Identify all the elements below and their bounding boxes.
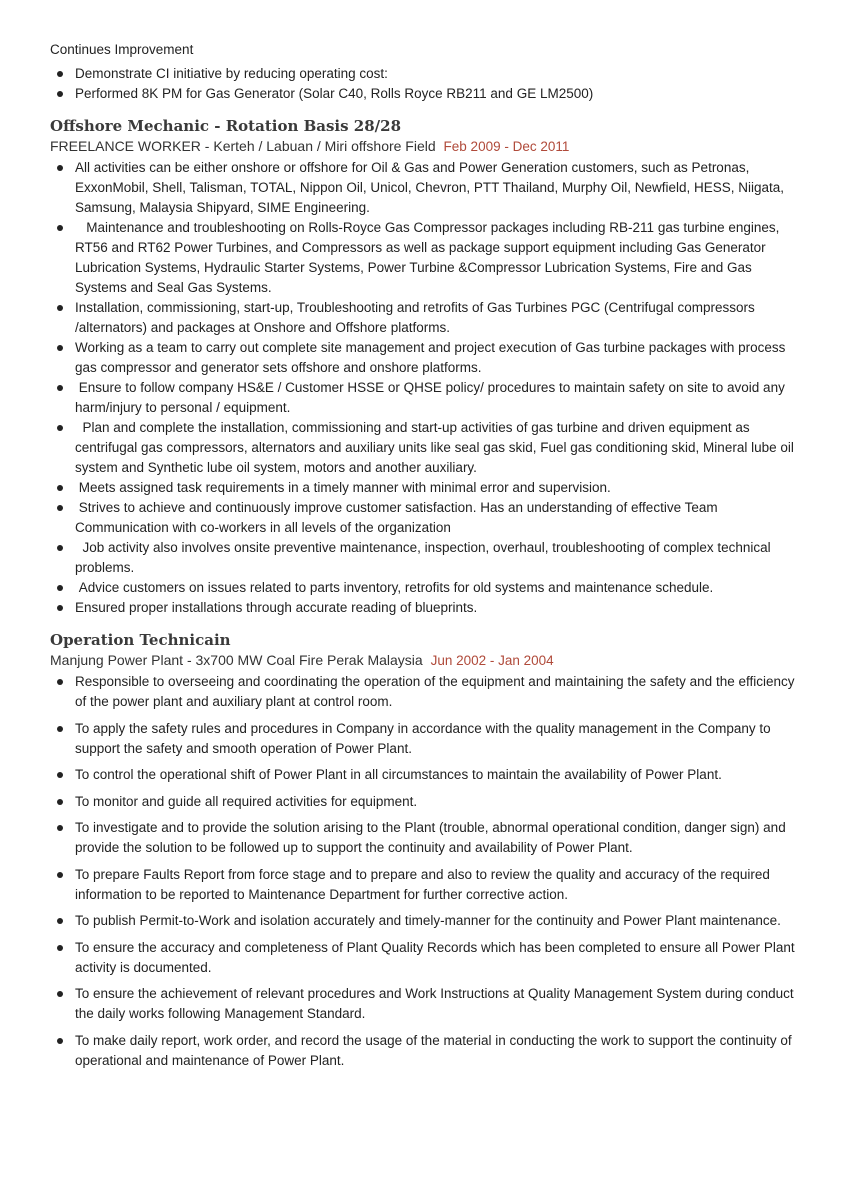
- list-item: Ensured proper installations through accurate reading of blueprints.: [75, 598, 795, 618]
- job-employer-line: [50, 650, 795, 671]
- job-employer-line: [50, 136, 795, 157]
- list-item: To control the operational shift of Power Plant in all circumstances to maintain the availability of Power Plant.: [75, 765, 795, 785]
- list-item: Responsible to overseeing and coordinating the operation of the equipment and maintaining the safety and the efficiency of the power plant and auxiliary plant at control room.: [75, 672, 795, 712]
- list-item: Working as a team to carry out complete site management and project execution of Gas turbine packages with process gas compressor and generator sets offshore and onshore platforms.: [75, 338, 795, 378]
- list-item: To make daily report, work order, and record the usage of the material in conducting the work to support the continuity of operational and maintenance of Power Plant.: [75, 1031, 795, 1071]
- list-item: Ensure to follow company HS&E / Customer HSSE or QHSE policy/ procedures to maintain safety on site to avoid any harm/injury to personal / equipment.: [75, 378, 795, 418]
- list-item: To prepare Faults Report from force stage and to prepare and also to review the quality and accuracy of the required information to be reported to Maintenance Department for further corrective action.: [75, 865, 795, 905]
- list-item: To apply the safety rules and procedures in Company in accordance with the quality management in the Company to support the safety and smooth operation of Power Plant.: [75, 719, 795, 759]
- job-duties-list: [50, 158, 795, 618]
- list-item: To ensure the achievement of relevant procedures and Work Instructions at Quality Management System during conduct the daily works following Management Standard.: [75, 984, 795, 1024]
- list-item: Strives to achieve and continuously improve customer satisfaction. Has an understanding of effective Team Communication with co-workers in all levels of the organization: [75, 498, 795, 538]
- job-duties-list: [50, 672, 795, 1071]
- list-item: To investigate and to provide the solution arising to the Plant (trouble, abnormal operational condition, danger sign) and provide the solution to be followed up to support the continuity and availability of Power Plant.: [75, 818, 795, 858]
- job-employer: FREELANCE WORKER - Kerteh / Labuan / Miri offshore Field: [50, 138, 436, 154]
- list-item: Meets assigned task requirements in a timely manner with minimal error and supervision.: [75, 478, 795, 498]
- list-item: Performed 8K PM for Gas Generator (Solar C40, Rolls Royce RB211 and GE LM2500): [75, 84, 795, 104]
- ci-list: [50, 64, 795, 104]
- list-item: Plan and complete the installation, commissioning and start-up activities of gas turbine and driven equipment as centrifugal gas compressors, alternators and auxiliary units like seal gas skid, Fuel gas conditioning skid, Mineral lube oil system and Synthetic lube oil system, motors and another auxiliary.: [75, 418, 795, 478]
- list-item: Advice customers on issues related to parts inventory, retrofits for old systems and maintenance schedule.: [75, 578, 795, 598]
- list-item: All activities can be either onshore or offshore for Oil & Gas and Power Generation customers, such as Petronas, ExxonMobil, Shell, Talisman, TOTAL, Nippon Oil, Unicol, Chevron, PTT Thailand, Murphy Oil, Newfield, HESS, Niigata, Samsung, Malaysia Shipyard, SIME Engineering.: [75, 158, 795, 218]
- list-item: Maintenance and troubleshooting on Rolls-Royce Gas Compressor packages including RB-211 gas turbine engines, RT56 and RT62 Power Turbines, and Compressors as well as package support equipment including Gas Generator Lubrication Systems, Hydraulic Starter Systems, Power Turbine &Compressor Lubrication Systems, Fire and Gas Systems and Seal Gas Systems.: [75, 218, 795, 298]
- job-title: Operation Technicain: [50, 631, 231, 649]
- resume-page: [50, 40, 795, 1077]
- list-item: To ensure the accuracy and completeness of Plant Quality Records which has been completed to ensure all Power Plant activity is documented.: [75, 938, 795, 978]
- job-employer: Manjung Power Plant - 3x700 MW Coal Fire Perak Malaysia: [50, 652, 423, 668]
- list-item: Demonstrate CI initiative by reducing operating cost:: [75, 64, 795, 84]
- job-dates: Feb 2009 - Dec 2011: [443, 139, 570, 154]
- job-dates: Jun 2002 - Jan 2004: [430, 653, 554, 668]
- list-item: Job activity also involves onsite preventive maintenance, inspection, overhaul, troubleshooting of complex technical problems.: [75, 538, 795, 578]
- list-item: To publish Permit-to-Work and isolation accurately and timely-manner for the continuity and Power Plant maintenance.: [75, 911, 795, 931]
- list-item: To monitor and guide all required activities for equipment.: [75, 792, 795, 812]
- job-title: Offshore Mechanic - Rotation Basis 28/28: [50, 117, 402, 135]
- list-item: Installation, commissioning, start-up, Troubleshooting and retrofits of Gas Turbines PGC (Centrifugal compressors /alternators) and packages at Onshore and Offshore platforms.: [75, 298, 795, 338]
- ci-heading: Continues Improvement: [50, 42, 194, 57]
- job-section-offshore-mechanic: [50, 116, 795, 618]
- job-section-operation-technician: [50, 630, 795, 1071]
